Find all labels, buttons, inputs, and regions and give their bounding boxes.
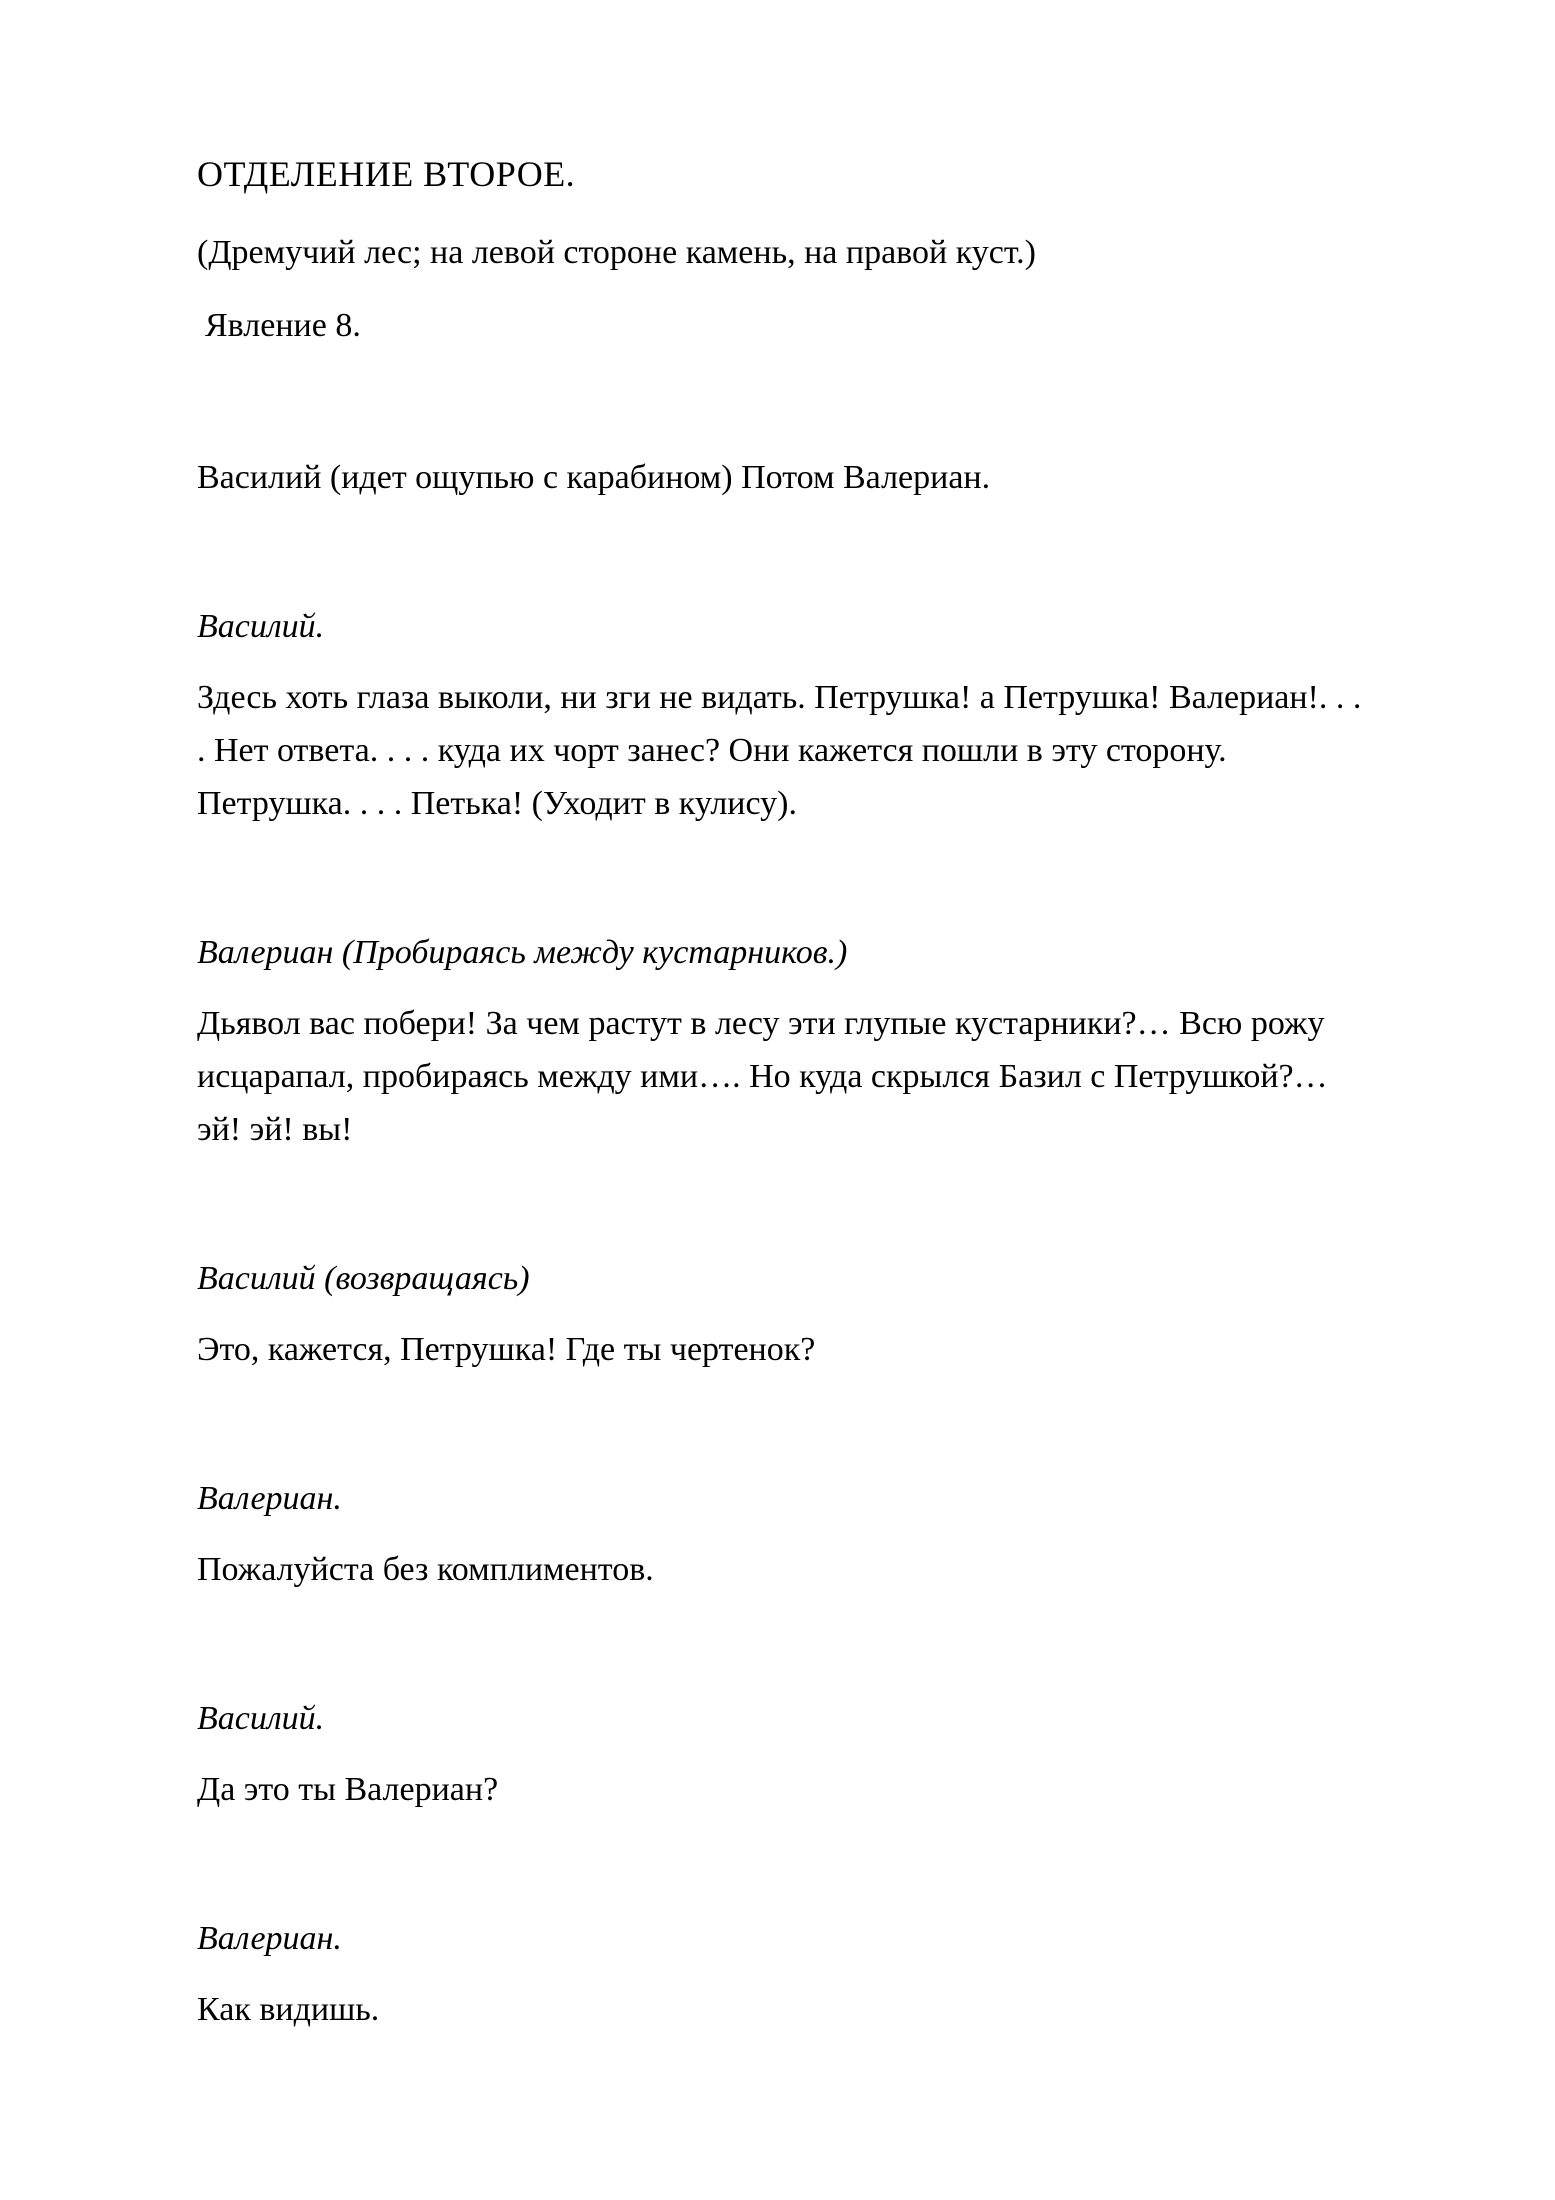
dialogue-block <box>197 1912 1365 2036</box>
dialogue-block <box>197 600 1365 830</box>
speech-text: Пожалуйста без комплиментов. <box>197 1551 654 1588</box>
speech-text: Это, кажется, Петрушка! Где ты чертенок? <box>197 1331 816 1368</box>
speech-text: Как видишь. <box>197 1991 380 2028</box>
dialogue-block <box>197 1692 1365 1816</box>
section-heading: ОТДЕЛЕНИЕ ВТОРОЕ. <box>197 154 576 194</box>
speaker-name: Василий. <box>197 608 325 645</box>
dialogue-block <box>197 926 1365 1156</box>
speech-text: Дьявол вас побери! За чем растут в лесу эти глупые кустарники?… Всю рожу исцарапал, пробираясь между ими…. Но куда скрылся Базил с Петрушкой?… эй! эй! вы! <box>197 1005 1328 1148</box>
speaker-name: Валериан. <box>197 1920 342 1957</box>
speech-text: Здесь хоть глаза выколи, ни зги не видать. Петрушка! а Петрушка! Валериан!. . . . Нет ответа. . . . куда их чорт занес? Они кажется пошли в эту сторону. Петрушка. . . . Петька! (Уходит в кулису). <box>197 679 1362 822</box>
speech-text: Да это ты Валериан? <box>197 1771 499 1808</box>
scene-heading: Явление 8. <box>205 307 361 344</box>
speaker-name: Василий (возвращаясь) <box>197 1260 530 1297</box>
dialogue-block <box>197 1252 1365 1376</box>
cast-line: Василий (идет ощупью с карабином) Потом Валериан. <box>197 459 991 496</box>
stage-direction: (Дремучий лес; на левой стороне камень, на правой куст.) <box>197 234 1036 271</box>
speaker-name: Валериан. <box>197 1480 342 1517</box>
speaker-name: Василий. <box>197 1700 325 1737</box>
dialogue-block <box>197 1472 1365 1596</box>
speaker-name: Валериан (Пробираясь между кустарников.) <box>197 934 848 971</box>
